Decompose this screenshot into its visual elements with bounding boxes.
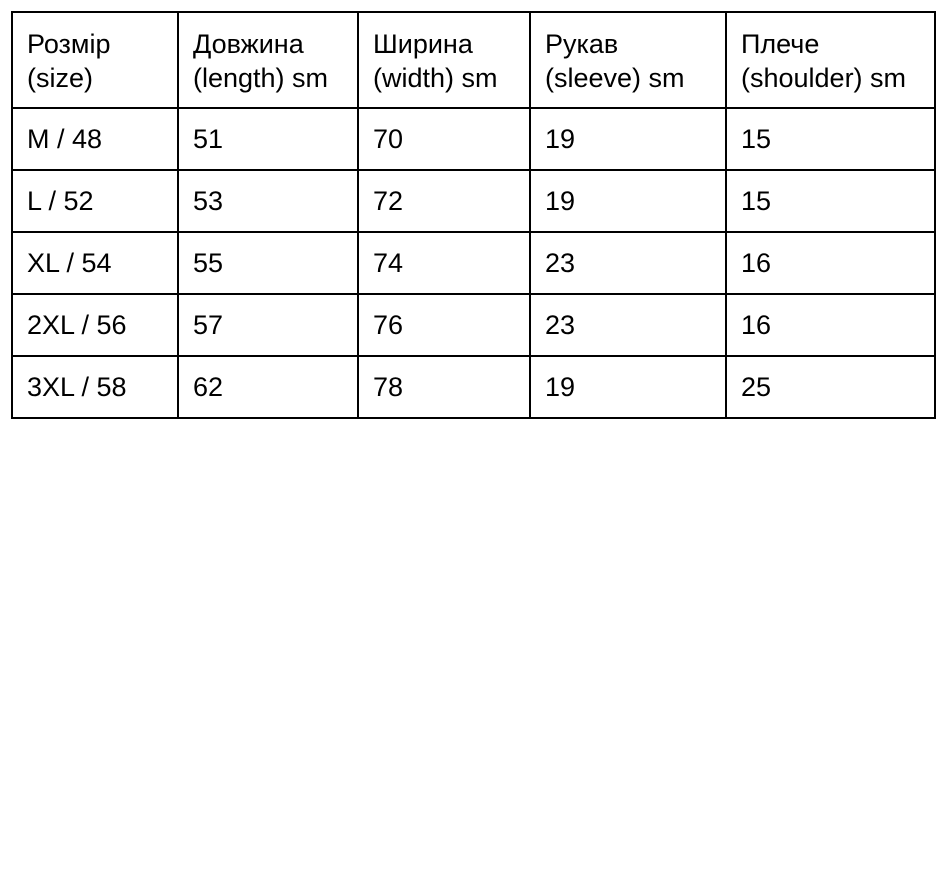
cell-sleeve: 19 xyxy=(530,356,726,418)
cell-length: 57 xyxy=(178,294,358,356)
table-row xyxy=(12,170,935,232)
table-row xyxy=(12,108,935,170)
cell-sleeve: 19 xyxy=(530,108,726,170)
table-header-row xyxy=(12,12,935,108)
cell-length: 53 xyxy=(178,170,358,232)
cell-shoulder: 16 xyxy=(726,232,935,294)
cell-sleeve: 23 xyxy=(530,294,726,356)
cell-length: 51 xyxy=(178,108,358,170)
cell-shoulder: 15 xyxy=(726,108,935,170)
header-shoulder xyxy=(726,12,935,108)
header-sleeve-label: Рукав xyxy=(545,29,619,59)
cell-length: 55 xyxy=(178,232,358,294)
header-size-label: Розмір xyxy=(27,29,111,59)
header-shoulder-sublabel: (shoulder) sm xyxy=(741,63,907,93)
cell-size: 3XL / 58 xyxy=(12,356,178,418)
cell-size: XL / 54 xyxy=(12,232,178,294)
cell-size: 2XL / 56 xyxy=(12,294,178,356)
header-width-sublabel: (width) sm xyxy=(373,63,498,93)
cell-length: 62 xyxy=(178,356,358,418)
cell-shoulder: 16 xyxy=(726,294,935,356)
cell-width: 70 xyxy=(358,108,530,170)
header-length-sublabel: (length) sm xyxy=(193,63,329,93)
header-sleeve xyxy=(530,12,726,108)
header-width xyxy=(358,12,530,108)
cell-shoulder: 15 xyxy=(726,170,935,232)
size-chart-table xyxy=(11,11,936,419)
cell-sleeve: 19 xyxy=(530,170,726,232)
header-width-label: Ширина xyxy=(373,29,473,59)
table-row xyxy=(12,232,935,294)
cell-width: 74 xyxy=(358,232,530,294)
cell-width: 76 xyxy=(358,294,530,356)
header-size-sublabel: (size) xyxy=(27,63,93,93)
cell-width: 78 xyxy=(358,356,530,418)
cell-size: L / 52 xyxy=(12,170,178,232)
cell-sleeve: 23 xyxy=(530,232,726,294)
table-row xyxy=(12,356,935,418)
table-row xyxy=(12,294,935,356)
header-size xyxy=(12,12,178,108)
cell-shoulder: 25 xyxy=(726,356,935,418)
cell-size: M / 48 xyxy=(12,108,178,170)
header-length-label: Довжина xyxy=(193,29,304,59)
header-sleeve-sublabel: (sleeve) sm xyxy=(545,63,685,93)
header-length xyxy=(178,12,358,108)
header-shoulder-label: Плече xyxy=(741,29,820,59)
cell-width: 72 xyxy=(358,170,530,232)
